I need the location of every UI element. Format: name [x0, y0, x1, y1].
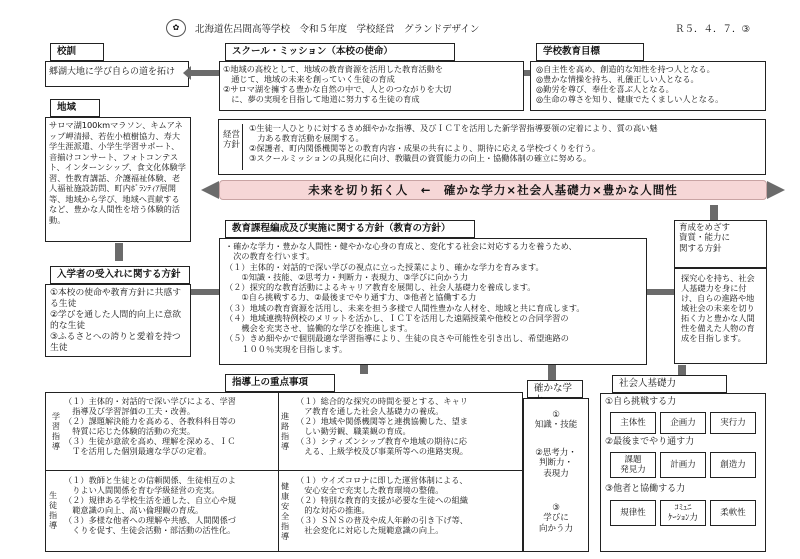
policy-text: ①生徒一人ひとりに対するきめ細やかな指導、及びＩＣＴを活用した新学習指導要領の定着により、質の高い魅 力ある教育活動を展開する。 ②保護者、町内関係機関等との教育内容・成果の共有により、期待に応える学校づくりを行う。 ③スクールミッションの具現化に向け、教職員の資質能力の向上・協働体制の確立に努める。 — [249, 123, 658, 163]
school-emblem-icon: ✿ — [166, 19, 186, 37]
banner-arrow-left — [201, 181, 219, 199]
gakushu-label: 学習指導 — [51, 411, 61, 451]
document-date: Ｒ５．４．７．③ — [675, 24, 751, 35]
social-item-3-3: 柔軟性 — [710, 500, 756, 526]
gakushu-text: （１）主体的・対話的で深い学びによる、学習 指導及び学習評価の工夫・改善。 （２）課題解決能力を高める、各教科科目等の 特質に応じた体験的活動の充実。 （３）生徒が意欲を高め、理解を深める、ＩＣ Ｔを活用した個別最適な学びの定着。 — [64, 396, 236, 456]
shinro-label: 進路指導 — [281, 411, 290, 451]
social-item-1-3: 実行力 — [710, 412, 756, 434]
shinro-text: （１）総合的な探究の時間を要とする、キャリ ア教育を通した社会人基礎力の養成。 （２）地域や関係機関等と連携協働した、望ま しい勤労観、職業観の育成。 （３）シティズンシップ教育や地域の期待に応 える、上級学校及び事業所等への進路実現。 — [296, 396, 468, 456]
seito-text: （１）教師と生徒との信頼関係、生徒相互のよ りよい人間関係を育む学級経営の充実。 （２）規律ある学校生活を通した、自立心や規 範意識の向上、高い倫理観の育成。 （３）多様な他者への理解や共感、人間関係づ くりを促す、生徒会活動・部活動の活性化。 — [64, 475, 236, 535]
arrow-left — [189, 70, 219, 76]
banner-arrow-right — [767, 181, 785, 199]
social-group-1-title: ①自ら挑戦する力 — [605, 397, 677, 407]
social-item-1-2: 企画力 — [660, 412, 706, 434]
goal-label: 学校教育目標 — [536, 43, 644, 61]
ability-item-3: ③ 学びに 向かう力 — [538, 503, 573, 534]
social-group-3-title: ③他者と協働する力 — [605, 484, 686, 494]
qualities-text: 探究心を持ち、社会人基礎力を身に付け、自らの進路や地域社会の未来を切り拓く力と豊かな人間性を備えた人物の育成を目指します。 — [674, 268, 767, 364]
points-label: 指導上の重点事項 — [225, 374, 335, 392]
arrow-to-admission — [191, 289, 219, 295]
policy-label: 経営 方針 — [221, 124, 243, 170]
social-item-3-2: ｺﾐｭﾆ ｹｰｼｮﾝ力 — [660, 500, 706, 526]
curriculum-label: 教育課程編成及び実施に関する方針（教育の方針） — [225, 220, 475, 238]
social-group-2-title: ②最後までやり通す力 — [605, 437, 695, 447]
goal-text: ◎自主性を高め、創造的な知性を持つ人となる。 ◎豊かな情操を持ち、礼儀正しい人となる。 ◎勤労を尊び、奉仕を喜ぶ人となる。 ◎生命の尊さを知り、健康でたくましい人となる。 — [530, 61, 766, 111]
mission-text: ①地域の高校として、地域の教育資源を活用した教育活動を 通じて、地域の未来を創っていく生徒の育成 ②サロマ湖を擁する豊かな自然の中で、人とのつながりを大切 に、夢の実現を目指して地道に努力する生徒の育成 — [219, 61, 524, 111]
policy-box — [218, 119, 766, 175]
seito-label: 生徒指導 — [49, 490, 58, 530]
kenko-label: 健康安全指導 — [281, 481, 290, 541]
arrow-region-admission — [115, 243, 123, 261]
banner: 未来を切り拓く人 ← 確かな学力×社会人基礎力×豊かな人間性 — [219, 180, 767, 200]
kenko-text: （１）ウイズコロナに即した運営体制による、 安心安全で充実した教育環境の整備。 （２）特別な教育的支援が必要な生徒への組織 的な対応の推進。 （３）ＳＮＳの普及や成人年齢の引き下げ等、 社会変化に対応した規範意識の向上。 — [296, 475, 468, 535]
region-label: 地域 — [50, 99, 100, 117]
ability-item-2: ②思考力・ 判断力・ 表現力 — [535, 448, 577, 479]
arrow-up-qualities — [710, 205, 718, 220]
mission-label: スクール・ミッション（本校の使命） — [225, 43, 455, 61]
arrow-down-points — [360, 365, 368, 374]
ability-item-1: ① 知識・技能 — [534, 410, 578, 431]
social-item-2-1: 課題 発見力 — [610, 452, 656, 478]
kokun-label: 校訓 — [50, 43, 104, 61]
arrow-down-ability — [548, 365, 556, 380]
qualities-label: 育成をめざす 資質・能力に 関する方針 — [674, 220, 767, 268]
kokun-text: 郷湖大地に学び自らの道を拓け — [45, 61, 189, 87]
social-item-3-1: 規律性 — [610, 500, 656, 526]
arrow-down-social — [678, 365, 686, 375]
region-text: サロマ湖100kmマラソン、キムアネップ岬清掃、若佐小植樹協力、寿大学生涯派遣、小学生学習サポート、音揃けコンサート、フォトコンテスト、インターンシップ、食文化体験学習、性教育講話、介護福祉体験、老人福祉施設訪問、町内ﾎﾞﾗﾝﾃｨｱ展開等、地域から学び、地域へ貢献するなど、豊かな人間性を培う体験的活動。 — [45, 117, 191, 242]
arrow-to-qualities — [647, 289, 674, 295]
ability-label: 確かな学 — [527, 380, 583, 398]
admission-label: 入学者の受入れに関する方針 — [50, 266, 190, 284]
social-item-1-1: 主体性 — [610, 412, 656, 434]
social-item-2-2: 計画力 — [660, 452, 706, 478]
social-label: 社会人基礎力 — [612, 375, 727, 393]
curriculum-text: ・確かな学力・豊かな人間性・健やかな心身の育成と、変化する社会に対応する力を養うため、 次の教育を行います。 （１）主体的・対話的で深い学びの視点に立った授業により、確かな学力を育みます。 ①知識・技能、②思考力・判断力・表現力、③学びに向かう力 （２）探究的な教育活動によるキャリア教育を展開し、社会人基礎力を養成します。 ①自ら挑戦する力、②最後までやり通す力、③他者と協働する力 （３）地域の教育資源を活用し、未来を担う多様で人間性豊かな人材を、地域と共に育成します。 （４）地域連携特例校のメリットを活かし、ＩＣＴを活用した遠隔授業や他校との合同学習の 機会を充実させ、協働的な学びを推進します。 （５）きめ細やかで個別最適な学習指導により、生徒の良さや可能性を引き出し、希望進路の １００％実現を目指します。 — [219, 238, 647, 365]
admission-text: ①本校の使命や教育方針に共感する生徒 ②学びを通した人間的向上に意欲的な生徒 ③ふるさとへの誇りと愛着を持つ生徒 — [45, 284, 191, 357]
social-item-2-3: 創造力 — [710, 452, 756, 478]
arrow-right — [524, 70, 530, 76]
document-title: 北海道佐呂間高等学校 令和５年度 学校経営 グランドデザイン — [195, 24, 480, 35]
